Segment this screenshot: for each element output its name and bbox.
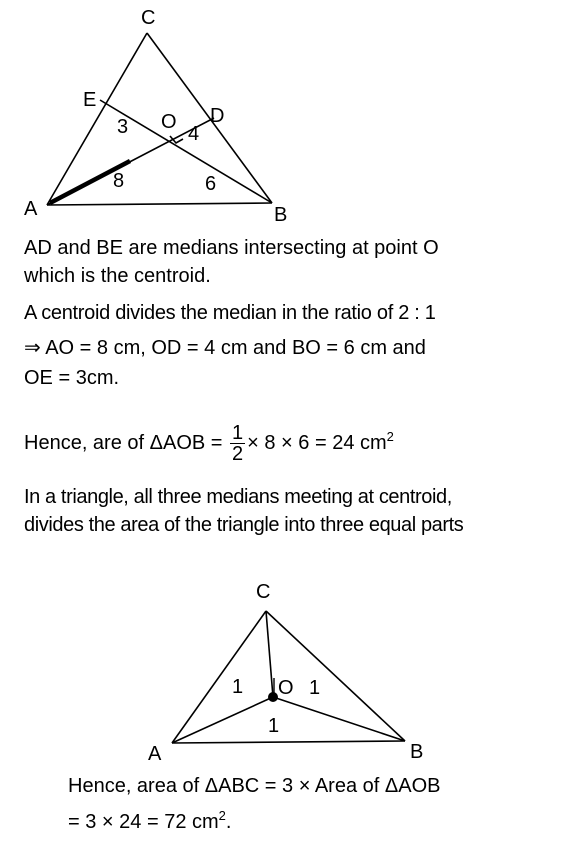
result-exponent: 2: [218, 808, 226, 823]
fraction-numerator: 1: [232, 422, 244, 445]
side-ac-2: [172, 611, 266, 743]
fraction-denominator: 2: [232, 443, 244, 466]
segment-ao: [172, 697, 273, 743]
text-oe: OE = 3cm.: [24, 367, 120, 389]
vertex-a-label: A: [24, 198, 38, 220]
result-prefix: = 3 × 24 = 72 cm: [68, 811, 219, 833]
area-abc-result: [68, 809, 231, 835]
text-medians: AD and BE are medians intersecting at point O: [24, 237, 439, 259]
centroid-o-label-2: O: [278, 677, 294, 699]
area-right-label: 1: [309, 677, 321, 699]
point-e-label: E: [83, 89, 97, 111]
centroid-o-label: O: [161, 111, 177, 133]
segment-bo: [273, 697, 405, 741]
area-left-label: 1: [232, 676, 244, 698]
side-ab-2: [172, 741, 405, 743]
area-bottom-label: 1: [268, 715, 280, 737]
result-suffix: .: [225, 811, 232, 833]
vertex-c-label-2: C: [256, 581, 271, 603]
side-cb-2: [266, 611, 405, 741]
text-equal-parts: divides the area of the triangle into three equal parts: [24, 514, 464, 536]
vertex-b-label: B: [274, 204, 288, 226]
formula-prefix: Hence, are of ΔAOB =: [24, 432, 229, 454]
text-ratio: A centroid divides the median in the ratio of 2 : 1: [24, 302, 436, 324]
segment-oe-length: 3: [117, 116, 129, 138]
point-d-label: D: [210, 105, 225, 127]
segment-co: [266, 611, 273, 697]
text-centroid: which is the centroid.: [24, 265, 211, 287]
segment-ao-length: 8: [113, 170, 125, 192]
fraction-one-half: [230, 423, 245, 464]
vertex-c-label: C: [141, 7, 156, 29]
formula-exponent: 2: [386, 429, 394, 444]
segment-od-length: 4: [188, 123, 200, 145]
formula-suffix: × 8 × 6 = 24 cm: [247, 432, 387, 454]
text-three-medians: In a triangle, all three medians meeting at centroid,: [24, 486, 452, 508]
side-ab: [47, 203, 272, 205]
vertex-a-label-2: A: [148, 743, 162, 765]
text-lengths: ⇒ AO = 8 cm, OD = 4 cm and BO = 6 cm and: [24, 337, 426, 359]
area-abc-statement: Hence, area of ΔABC = 3 × Area of ΔAOB: [68, 775, 441, 797]
centroid-dot: [268, 692, 278, 702]
vertex-b-label-2: B: [410, 741, 424, 763]
median-diagram: [0, 0, 572, 240]
area-diagram: [0, 570, 572, 770]
area-aob-formula: [24, 421, 394, 469]
segment-bo-length: 6: [205, 173, 217, 195]
